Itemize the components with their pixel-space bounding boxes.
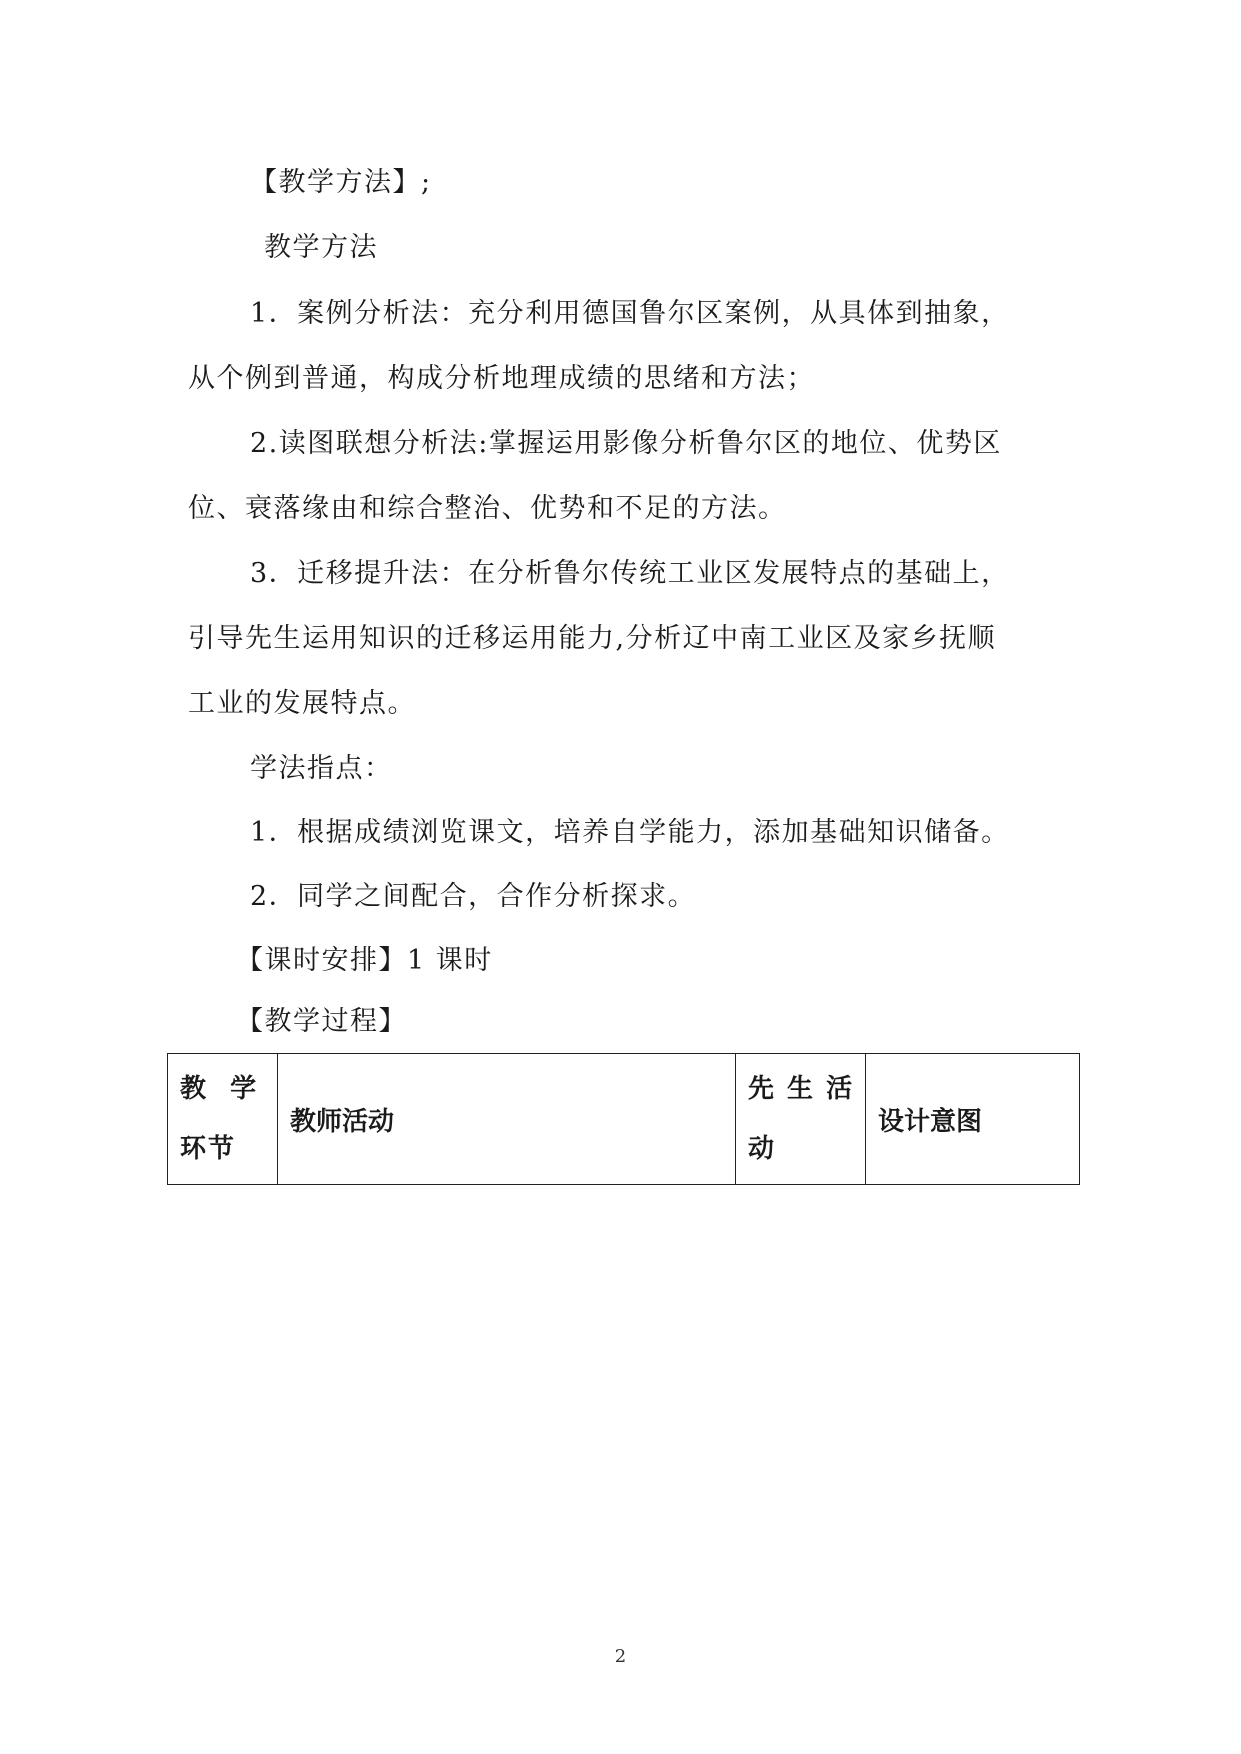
guide-1: 1．根据成绩浏览课文，培养自学能力，添加基础知识储备。 bbox=[250, 817, 1010, 848]
method-2-line-1: 2.读图联想分析法:掌握运用影像分析鲁尔区的地位、优势区 bbox=[250, 428, 1002, 459]
teaching-process-table bbox=[167, 1053, 1080, 1185]
table-header-teacher-activity: 教师活动 bbox=[278, 1054, 736, 1185]
page-number: 2 bbox=[614, 1646, 627, 1667]
table-row bbox=[168, 1054, 1080, 1185]
method-3-line-1: 3．迁移提升法：在分析鲁尔传统工业区发展特点的基础上， bbox=[250, 558, 1010, 589]
method-heading: 【教学方法】; bbox=[250, 167, 432, 198]
process-heading: 【教学过程】 bbox=[236, 1006, 407, 1037]
schedule: 【课时安排】1 课时 bbox=[236, 945, 493, 976]
teaching-stage-line-2: 环节 bbox=[180, 1134, 237, 1164]
teaching-stage-line-1: 教 学 bbox=[180, 1074, 259, 1104]
student-activity-line-1: 先 生 活 bbox=[748, 1074, 855, 1104]
table-header-design-intent: 设计意图 bbox=[866, 1054, 1080, 1185]
guide-2: 2．同学之间配合，合作分析探求。 bbox=[250, 881, 697, 912]
method-1-line-2: 从个例到普通，构成分析地理成绩的思绪和方法； bbox=[188, 363, 815, 394]
table-header-student-activity bbox=[736, 1054, 866, 1185]
method-subheading: 教学方法 bbox=[264, 232, 378, 263]
method-1-line-1: 1．案例分析法：充分利用德国鲁尔区案例，从具体到抽象， bbox=[250, 298, 1010, 329]
method-2-line-2: 位、衰落缘由和综合整治、优势和不足的方法。 bbox=[188, 493, 787, 524]
method-3-line-2: 引导先生运用知识的迁移运用能力,分析辽中南工业区及家乡抚顺 bbox=[188, 623, 997, 654]
student-activity-line-2: 动 bbox=[748, 1134, 777, 1164]
guide-heading: 学法指点： bbox=[250, 753, 393, 784]
method-3-line-3: 工业的发展特点。 bbox=[188, 688, 416, 719]
table-header-teaching-stage bbox=[168, 1054, 278, 1185]
